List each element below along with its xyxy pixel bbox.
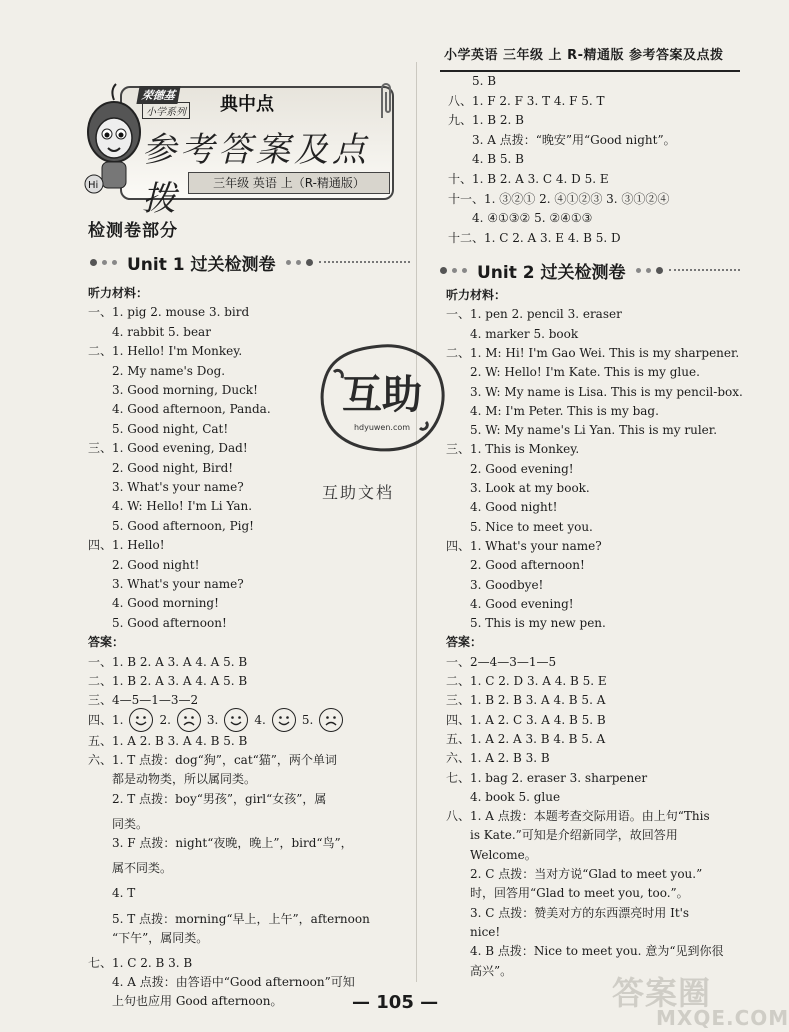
- text-line: 八、1. A 点拨：本题考查交际用语。由上句“This: [446, 809, 710, 824]
- smile-face-icon: [129, 708, 153, 732]
- text-line: 一、1. pig 2. mouse 3. bird: [88, 305, 250, 320]
- text-line: 3. W: My name is Lisa. This is my pencil-box.: [470, 384, 743, 399]
- stamp-label: 互助文档: [322, 483, 395, 502]
- text-line: 答案：: [88, 635, 125, 650]
- watermark: 答案圈: [612, 974, 712, 1012]
- text-line: 三、1. B 2. B 3. A 4. B 5. A: [446, 693, 606, 708]
- text-line: 4. B 点拨：Nice to meet you. 意为“见到你很: [470, 944, 724, 959]
- text-line: 5. T 点拨：morning“早上，上午”，afternoon: [112, 911, 370, 926]
- stamp-url: hdyuwen.com: [353, 423, 411, 432]
- text-line: 3. C 点拨：赞美对方的东西漂亮时用 It's: [470, 905, 690, 920]
- face-label-4: 4.: [254, 712, 266, 727]
- text-line: 四、1. A 2. C 3. A 4. B 5. B: [446, 712, 606, 727]
- text-line: 4. W: Hello! I'm Li Yan.: [112, 499, 253, 514]
- text-line: Welcome。: [470, 847, 537, 862]
- text-line: 六、1. A 2. B 3. B: [446, 751, 550, 766]
- faces-row: [88, 708, 343, 732]
- section-title: 检测卷部分: [88, 221, 178, 241]
- mascot-icon: [80, 80, 150, 206]
- text-line: 4. A 点拨：由答语中“Good afternoon”可知: [112, 975, 355, 990]
- text-line: 2. T 点拨：boy“男孩”，girl“女孩”，属: [112, 791, 327, 806]
- unit2-heading: [440, 258, 740, 283]
- text-line: 都是动物类，所以属同类。: [112, 772, 257, 787]
- text-line: 听力材料：: [88, 286, 149, 300]
- brand-logo: 典中点: [220, 94, 274, 115]
- text-line: 五、1. A 2. B 3. A 4. B 5. B: [88, 734, 248, 748]
- text-line: 4. Good night!: [470, 500, 558, 515]
- unit2-title: Unit 2 过关检测卷: [473, 258, 630, 283]
- text-line: 答案：: [446, 635, 483, 650]
- unit1-title: Unit 1 过关检测卷: [123, 250, 280, 275]
- faces-prefix: 四、1.: [88, 712, 124, 727]
- stamp-seal-icon: [316, 342, 448, 454]
- text-line: 4. ④①③② 5. ②④①③: [472, 211, 593, 226]
- text-line: 十一、1. ③②① 2. ④①②③ 3. ③①②④: [448, 191, 670, 206]
- text-line: 4. Good morning!: [112, 596, 219, 611]
- text-line: 2. Good evening!: [470, 461, 574, 476]
- text-line: 一、2—4—3—1—5: [446, 654, 557, 669]
- text-line: 高兴”。: [470, 963, 513, 978]
- text-line: 七、1. C 2. B 3. B: [88, 956, 193, 970]
- text-line: 属不同类。: [112, 861, 173, 876]
- text-line: 3. Good morning, Duck!: [112, 383, 258, 397]
- text-line: 4. Good evening!: [470, 596, 574, 611]
- text-line: 5. Good afternoon!: [112, 615, 227, 630]
- text-line: 5. Nice to meet you.: [470, 519, 593, 534]
- frown-face-icon: [319, 708, 343, 732]
- paperclip-icon: [376, 80, 396, 120]
- text-line: 5. B: [472, 74, 497, 88]
- brand-tag: 荣德基: [136, 86, 180, 104]
- text-line: 4. M: I'm Peter. This is my bag.: [470, 403, 659, 418]
- text-line: 八、1. F 2. F 3. T 4. F 5. T: [448, 93, 605, 108]
- text-line: 二、1. C 2. D 3. A 4. B 5. E: [446, 674, 607, 688]
- mascot-badge: Hi: [88, 180, 99, 191]
- text-line: 3. F 点拨：night“夜晚，晚上”，bird“鸟”，: [112, 836, 353, 850]
- text-line: 3. Goodbye!: [470, 577, 544, 592]
- brand-series: 小学系列: [142, 102, 190, 119]
- text-line: 二、1. Hello! I'm Monkey.: [88, 344, 243, 359]
- face-label-5: 5.: [301, 712, 314, 727]
- face-label-2: 2.: [159, 712, 171, 727]
- text-line: 3. Look at my book.: [470, 481, 590, 495]
- text-line: 四、1. What's your name?: [446, 538, 602, 553]
- text-line: 三、4—5—1—3—2: [88, 693, 199, 708]
- smile-face-icon: [272, 708, 296, 732]
- text-line: 六、1. T 点拨：dog“狗”，cat“猫”，两个单词: [88, 753, 337, 768]
- text-line: “下午”，属同类。: [112, 930, 209, 945]
- text-line: 4. T: [112, 886, 136, 901]
- text-line: 十二、1. C 2. A 3. E 4. B 5. D: [448, 230, 621, 245]
- text-line: 一、1. B 2. A 3. A 4. A 5. B: [88, 654, 248, 669]
- text-line: 4. Good afternoon, Panda.: [112, 402, 271, 417]
- frown-face-icon: [177, 708, 201, 732]
- text-line: 5. Good night, Cat!: [112, 421, 229, 436]
- column-divider: [416, 62, 417, 982]
- text-line: 七、1. bag 2. eraser 3. sharpener: [446, 770, 648, 785]
- text-line: 2. Good night!: [112, 557, 200, 572]
- text-line: 听力材料：: [446, 288, 507, 302]
- text-line: 2. Good night, Bird!: [112, 460, 234, 475]
- text-line: 三、1. This is Monkey.: [446, 442, 580, 457]
- text-line: 4. book 5. glue: [470, 789, 561, 804]
- text-line: 3. What's your name?: [112, 577, 244, 591]
- text-line: 同类。: [112, 816, 149, 831]
- text-line: 四、1. Hello!: [88, 538, 165, 553]
- face-label-3: 3.: [206, 712, 219, 727]
- text-line: 二、1. B 2. A 3. A 4. A 5. B: [88, 674, 248, 688]
- unit1-heading: [90, 250, 410, 275]
- text-line: 4. marker 5. book: [470, 326, 579, 341]
- text-line: 4. B 5. B: [472, 152, 524, 167]
- watermark-url: MXQE.COM: [656, 1006, 789, 1030]
- text-line: 十、1. B 2. A 3. C 4. D 5. E: [448, 172, 609, 186]
- text-line: 2. W: Hello! I'm Kate. This is my glue.: [470, 365, 700, 380]
- text-line: 上句也应用 Good afternoon。: [112, 994, 283, 1009]
- page-number: — 105 —: [352, 992, 439, 1013]
- text-line: 5. This is my new pen.: [470, 616, 606, 631]
- text-line: 一、1. pen 2. pencil 3. eraser: [446, 307, 622, 322]
- banner: [80, 80, 392, 219]
- text-line: 五、1. A 2. A 3. B 4. B 5. A: [446, 731, 606, 746]
- text-line: nice!: [470, 924, 501, 939]
- text-line: 九、1. B 2. B: [448, 113, 524, 128]
- text-line: 5. W: My name's Li Yan. This is my ruler.: [470, 423, 718, 438]
- banner-subtitle: 三年级 英语 上（R-精通版）: [188, 172, 390, 194]
- smile-face-icon: [224, 708, 248, 732]
- text-line: 2. My name's Dog.: [112, 363, 226, 378]
- text-line: is Kate.”可知是介绍新同学，故回答用: [470, 828, 678, 843]
- text-line: 二、1. M: Hi! I'm Gao Wei. This is my sharpener.: [446, 345, 740, 360]
- text-line: 5. Good afternoon, Pig!: [112, 518, 255, 533]
- page-header-title: 小学英语 三年级 上 R-精通版 参考答案及点拨: [444, 48, 724, 63]
- stamp-text: 互助: [342, 372, 422, 418]
- text-line: 时，回答用“Glad to meet you, too.”。: [470, 886, 689, 901]
- banner-title: 参考答案及点拨: [142, 130, 370, 219]
- text-line: 3. A 点拨：“晚安”用“Good night”。: [472, 132, 676, 147]
- text-line: 3. What's your name?: [112, 480, 244, 494]
- text-line: 2. Good afternoon!: [470, 558, 585, 573]
- text-line: 4. rabbit 5. bear: [112, 324, 211, 339]
- text-line: 三、1. Good evening, Dad!: [88, 441, 248, 456]
- text-line: 2. C 点拨：当对方说“Glad to meet you.”: [470, 867, 703, 881]
